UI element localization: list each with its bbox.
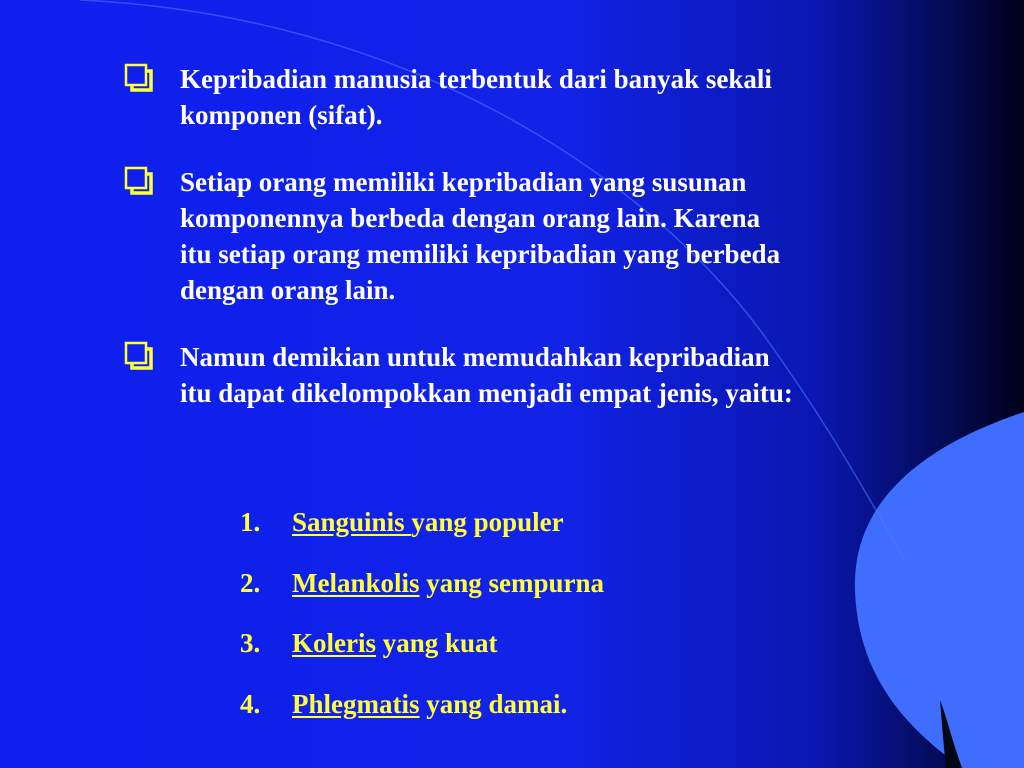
type-term-link[interactable]: Phlegmatis [292,688,420,719]
list-item-melankolis [240,561,604,622]
list-item-text [292,682,567,726]
list-item-phlegmatis [240,682,604,743]
list-number: 3. [240,628,261,658]
type-description: yang kuat [375,628,498,658]
personality-types-list [240,500,604,742]
list-item-text [292,621,498,665]
list-item-text [292,500,564,544]
list-number: 1. [240,507,261,537]
bullet-3 [124,339,984,411]
bullet-text: Namun demikian untuk memudahkan kepribadian itu dapat dikelompokkan menjadi empat jenis, yaitu: [180,342,793,408]
bullet-1 [124,61,984,133]
list-item-koleris [240,621,604,682]
type-description: yang populer [411,507,564,537]
type-term-link[interactable]: Melankolis [292,567,420,598]
square-bullet-icon [124,63,154,93]
blue-curve-band [855,412,1024,768]
bullet-text: Kepribadian manusia terbentuk dari banyak sekali komponen (sifat). [180,64,772,130]
square-bullet-icon [124,166,154,196]
type-term-link[interactable]: Koleris [292,628,376,658]
list-number: 4. [240,688,261,719]
type-description: yang sempurna [419,567,605,598]
list-item-sanguinis [240,500,604,561]
type-term-link[interactable]: Sanguinis [292,507,412,537]
type-description: yang damai. [419,688,568,719]
bullet-2 [124,164,984,308]
square-bullet-icon [124,341,154,371]
list-number: 2. [240,567,261,598]
list-item-text [292,561,604,605]
bullet-text: Setiap orang memiliki kepribadian yang susunan komponennya berbeda dengan orang lain. Karena itu setiap orang memiliki kepribadian yang berbeda dengan orang lain. [180,167,781,305]
